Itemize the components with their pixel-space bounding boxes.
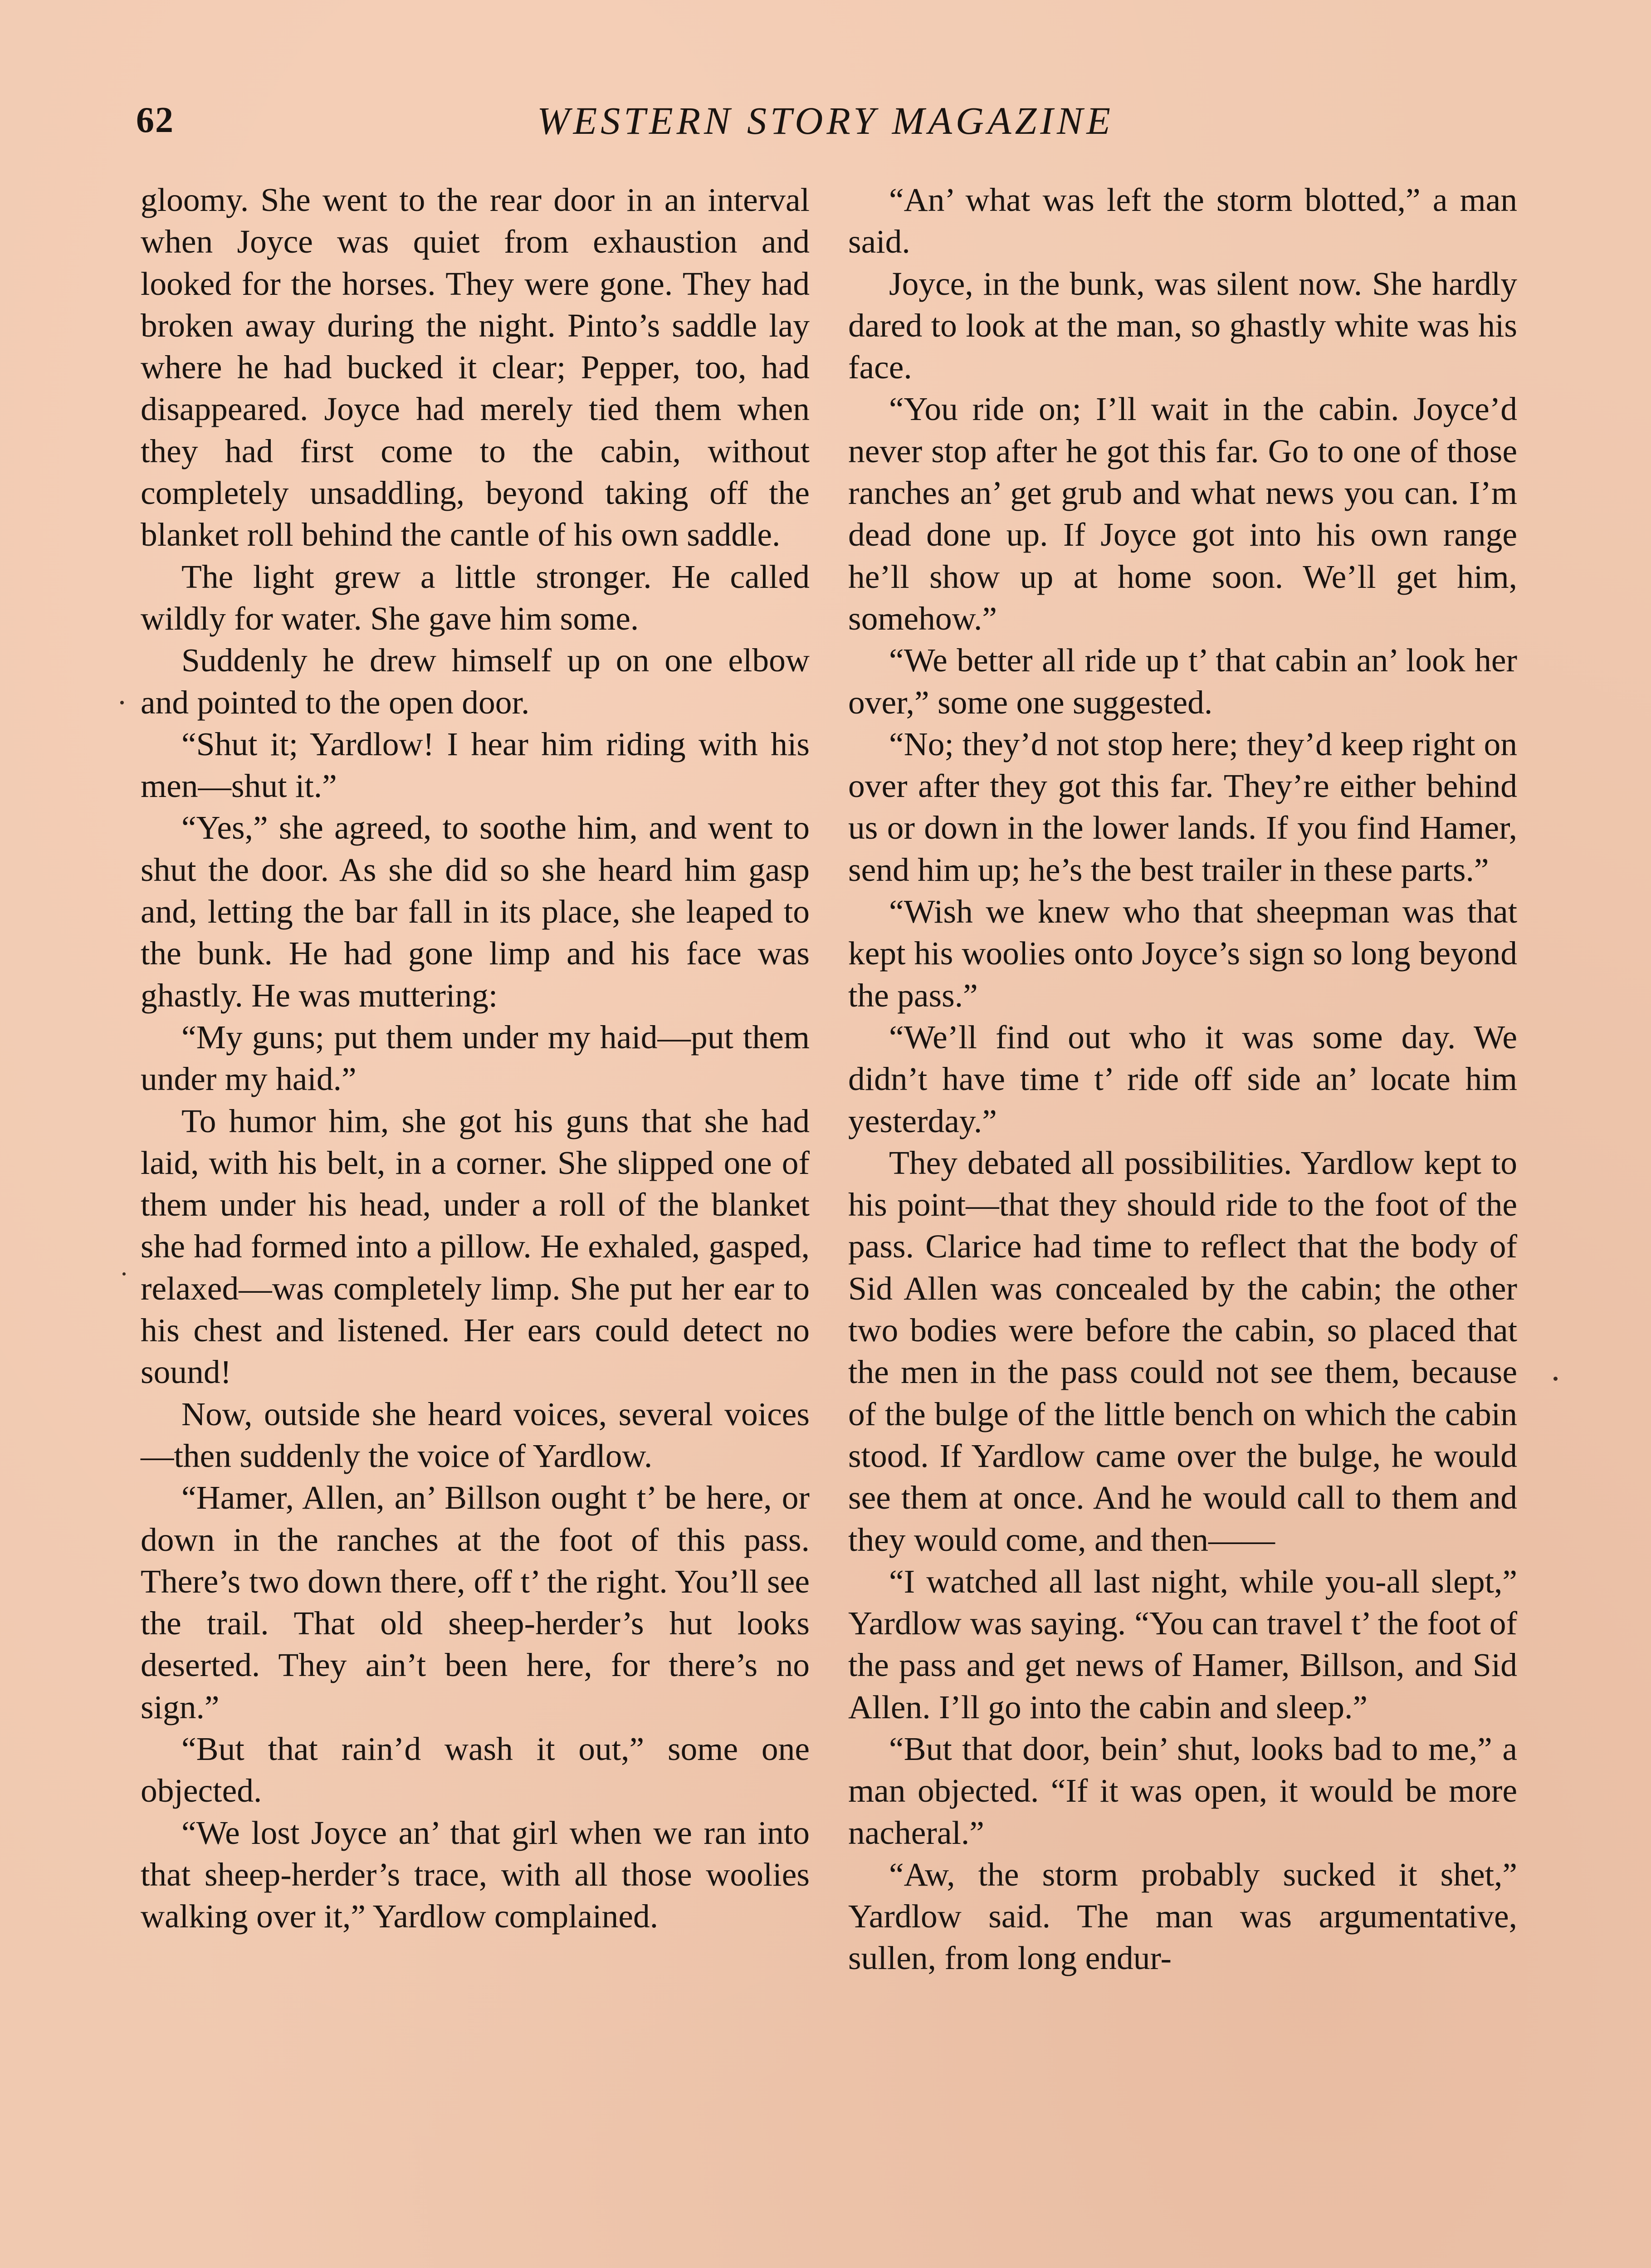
paper-speck: [1553, 1377, 1558, 1381]
paragraph: “We’ll find out who it was some day. We didn’t have time t’ ride off side an’ locate him yesterday.”: [848, 1018, 1517, 1139]
paragraph: “I watched all last night, while you-all slept,” Yardlow was saying. “You can travel t’ the foot of the pass and get news of Hamer, Billson, and Sid Allen. I’ll go into the cabin and sleep.”: [848, 1563, 1517, 1725]
paragraph: “Aw, the storm probably sucked it shet,” Yardlow said. The man was argumentative, sullen, from long endur-: [848, 1856, 1517, 1977]
running-title: WESTERN STORY MAGAZINE: [537, 99, 1114, 142]
right-column: [848, 179, 1517, 1980]
paragraph: “My guns; put them under my haid—put them under my haid.”: [141, 1018, 810, 1098]
paragraph: They debated all possibilities. Yardlow kept to his point—that they should ride to the foot of the pass. Clarice had time to reflect that the body of Sid Allen was concealed by the cabin; the other two bodies were before the cabin, so placed that the men in the pass could not see them, because of the bulge of the little bench on which the cabin stood. If Yardlow came over the bulge, he would see them at once. And he would call to them and they would come, and then——: [848, 1144, 1517, 1558]
paragraph: To humor him, she got his guns that she had laid, with his belt, in a corner. She slipped one of them under his head, under a roll of the blanket she had formed into a pillow. He exhaled, gasped, relaxed—was completely limp. She put her ear to his chest and listened. Her ears could detect no sound!: [141, 1102, 810, 1391]
paragraph: “We lost Joyce an’ that girl when we ran into that sheep-herder’s trace, with all those woolies walking over it,” Yardlow complained.: [141, 1814, 810, 1935]
paragraph: “But that rain’d wash it out,” some one objected.: [141, 1730, 810, 1809]
paragraph: “But that door, bein’ shut, looks bad to me,” a man objected. “If it was open, it would be more nacheral.”: [848, 1730, 1517, 1851]
page-number: 62: [136, 100, 174, 140]
paragraph: “We better all ride up t’ that cabin an’ look her over,” some one suggested.: [848, 642, 1517, 721]
paragraph: “Shut it; Yardlow! I hear him riding with his men—shut it.”: [141, 725, 810, 805]
paragraph: Joyce, in the bunk, was silent now. She hardly dared to look at the man, so ghastly white was his face.: [848, 265, 1517, 386]
paragraph: “An’ what was left the storm blotted,” a man said.: [848, 181, 1517, 260]
paragraph: “Yes,” she agreed, to soothe him, and went to shut the door. As she did so she heard him gasp and, letting the bar fall in its place, she leaped to the bunk. He had gone limp and his face was ghastly. He was muttering:: [141, 809, 810, 1014]
paragraph: Suddenly he drew himself up on one elbow and pointed to the open door.: [141, 642, 810, 721]
paragraph: “Hamer, Allen, an’ Billson ought t’ be here, or down in the ranches at the foot of this pass. There’s two down there, off t’ the right. You’ll see the trail. That old sheep-herder’s hut looks deserted. They ain’t been here, for there’s no sign.”: [141, 1479, 810, 1725]
left-column: [141, 179, 810, 1937]
page-header: [136, 91, 1515, 154]
paragraph: “You ride on; I’ll wait in the cabin. Joyce’d never stop after he got this far. Go to one of those ranches an’ get grub and what news you can. I’m dead done up. If Joyce got into his own range he’ll show up at home soon. We’ll get him, somehow.”: [848, 391, 1517, 637]
paper-speck: [122, 1272, 126, 1276]
paragraph: “No; they’d not stop here; they’d keep right on over after they got this far. They’re either behind us or down in the lower lands. If you find Hamer, send him up; he’s the best trailer in these parts.”: [848, 725, 1517, 888]
paragraph: Now, outside she heard voices, several voices—then suddenly the voice of Yardlow.: [141, 1395, 810, 1474]
paper-speck: [120, 701, 124, 704]
paragraph: gloomy. She went to the rear door in an interval when Joyce was quiet from exhaustion and looked for the horses. They were gone. They had broken away during the night. Pinto’s saddle lay where he had bucked it clear; Pepper, too, had disappeared. Joyce had merely tied them when they had first come to the cabin, without completely unsaddling, beyond taking off the blanket roll behind the cantle of his own saddle.: [141, 181, 810, 553]
paragraph: “Wish we knew who that sheepman was that kept his woolies onto Joyce’s sign so long beyond the pass.”: [848, 893, 1517, 1014]
paragraph: The light grew a little stronger. He called wildly for water. She gave him some.: [141, 558, 810, 637]
